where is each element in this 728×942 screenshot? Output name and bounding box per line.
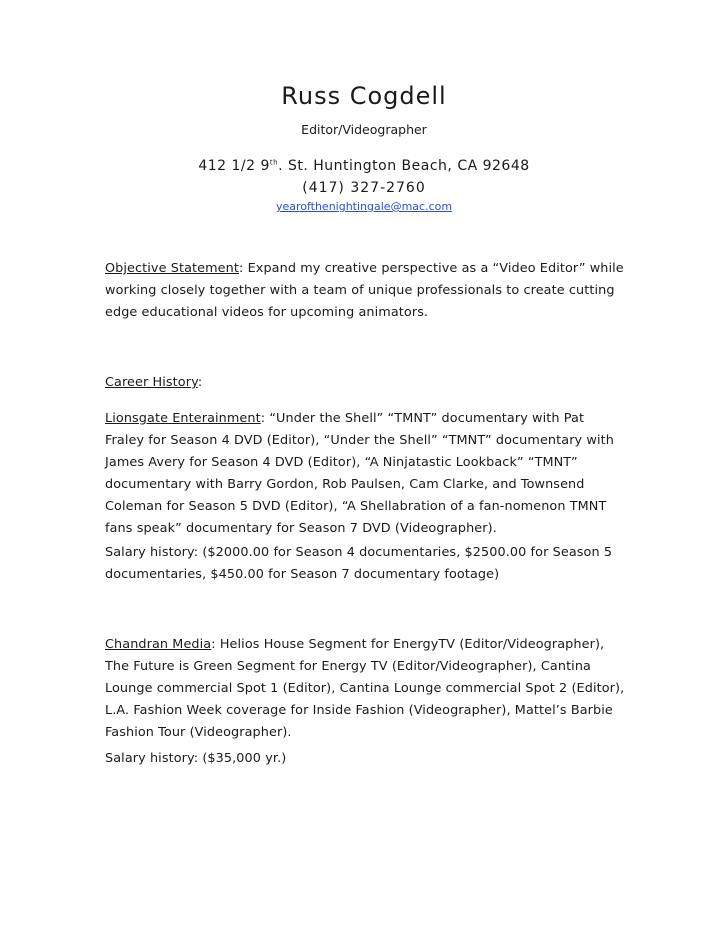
applicant-name: Russ Cogdell: [281, 82, 447, 110]
address-city: . St. Huntington Beach, CA 92648: [278, 158, 530, 174]
company-name: Lionsgate Enterainment: [105, 411, 261, 426]
job-details: : “Under the Shell” “TMNT” documentary with Pat Fraley for Season 4 DVD (Editor), “Under the Shell” “TMNT” documentary with James Avery for Season 4 DVD (Editor), “A Ninjatastic Lookback” “TMNT” documentary with Barry Gordon, Rob Paulsen, Cam Clarke, and Townsend Coleman for Season 5 DVD (Editor), “A Shellabration of a fan-nomenon TMNT fans speak” documentary for Season 7 DVD (Videographer).: [105, 411, 614, 536]
salary-history-chandran: Salary history: ($35,000 yr.): [105, 751, 287, 766]
job-entry-lionsgate: [105, 408, 625, 540]
email-link[interactable]: yearofthenightingale@mac.com: [275, 200, 453, 213]
career-history-colon: :: [197, 375, 203, 390]
career-history-label: Career History: [105, 375, 198, 390]
objective-text: : Expand my creative perspective as a “Video Editor” while working closely together with a team of unique professionals to create cutting edge educational videos for upcoming animators.: [105, 261, 624, 320]
address: [0, 158, 728, 174]
job-entry-chandran: [105, 634, 625, 744]
phone-number: (417) 327-2760: [302, 180, 426, 196]
job-details: : Helios House Segment for EnergyTV (Editor/Videographer), The Future is Green Segment for Energy TV (Editor/Videographer), Cantina Lounge commercial Spot 1 (Editor), Cantina Lounge commercial Spot 2 (Editor), L.A. Fashion Week coverage for Inside Fashion (Videographer), Mattel’s Barbie Fashion Tour (Videographer).: [105, 637, 625, 740]
salary-history-lionsgate: Salary history: ($2000.00 for Season 4 documentaries, $2500.00 for Season 5 documentaries, $450.00 for Season 7 documentary footage): [105, 545, 613, 582]
address-street: 412 1/2 9: [198, 158, 270, 174]
job-title: Editor/Videographer: [301, 122, 427, 137]
objective-statement: [105, 258, 625, 324]
company-name: Chandran Media: [105, 637, 212, 652]
address-ordinal: th: [269, 158, 279, 167]
career-history-heading: [105, 372, 625, 394]
objective-label: Objective Statement: [105, 261, 239, 276]
